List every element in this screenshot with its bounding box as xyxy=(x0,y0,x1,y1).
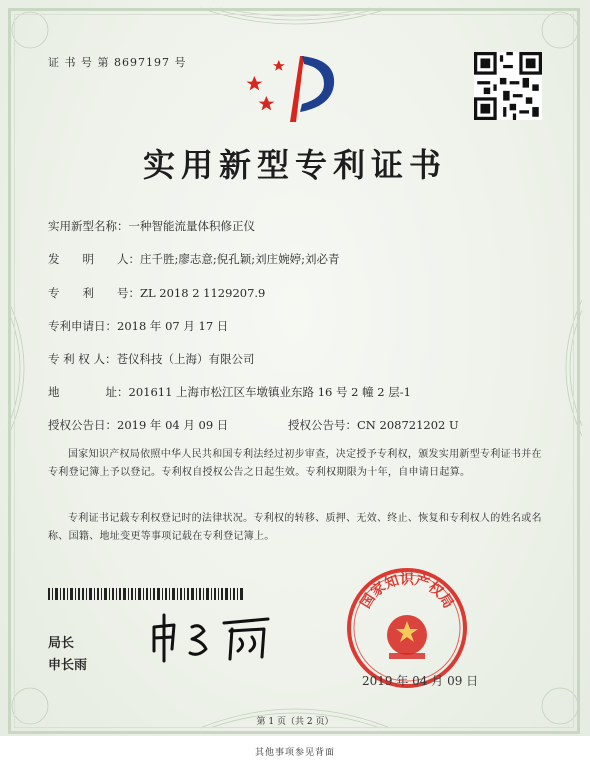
announce-date-value: 2019 年 04 月 09 日 xyxy=(117,418,229,432)
announce-date-row xyxy=(48,417,228,433)
utility-name-value: 一种智能流量体积修正仪 xyxy=(128,219,255,233)
legal-status-paragraph: 专利证书记载专利权登记时的法律状况。专利权的转移、质押、无效、终止、恢复和专利权人的姓名或名称、国籍、地址变更等事项记载在专利登记簿上。 xyxy=(48,513,542,542)
announce-number-label: 授权公告号： xyxy=(288,418,357,432)
inventor-row xyxy=(48,251,340,267)
announce-number-row xyxy=(288,417,459,433)
director-name: 申长雨 xyxy=(48,658,88,673)
address-value: 201611 上海市松江区车墩镇业东路 16 号 2 幢 2 层-1 xyxy=(128,385,411,399)
svg-text:国家知识产权局 xyxy=(357,571,456,611)
patentee-label: 专 利 权 人： xyxy=(48,352,117,366)
inventor-value: 庄千胜;廖志意;倪孔颖;刘庄婉婷;刘必青 xyxy=(140,252,340,266)
certificate-number: 证 书 号 第 8697197 号 xyxy=(48,56,187,69)
certificate-title: 实用新型专利证书 xyxy=(142,146,447,184)
director-title: 局长 xyxy=(48,636,75,651)
patent-number-row xyxy=(48,285,265,301)
filing-date-label: 专利申请日： xyxy=(48,319,117,333)
inventor-label: 发 明 人： xyxy=(48,252,140,266)
utility-name-label: 实用新型名称： xyxy=(48,219,129,233)
grant-paragraph: 国家知识产权局依照中华人民共和国专利法经过初步审查，决定授予专利权，颁发实用新型专利证书并在专利登记簿上予以登记。专利权自授权公告之日起生效。专利权期限为十年，自申请日起算。 xyxy=(48,449,542,478)
page-number: 第 1 页（共 2 页） xyxy=(256,717,334,727)
address-label: 地 址： xyxy=(48,385,129,399)
seal-text: 国家知识产权局 xyxy=(357,571,457,612)
patentee-value: 苍仪科技（上海）有限公司 xyxy=(116,352,255,366)
qr-code-icon xyxy=(474,52,542,120)
address-row xyxy=(48,384,411,400)
announce-date-label: 授权公告日： xyxy=(48,418,117,432)
director-signature xyxy=(140,605,290,665)
filing-date-row xyxy=(48,318,228,334)
filing-date-value: 2018 年 07 月 17 日 xyxy=(117,319,229,333)
patent-number-label: 专 利 号： xyxy=(48,286,140,300)
patent-number-value: ZL 2018 2 1129207.9 xyxy=(140,286,266,300)
announce-number-value: CN 208721202 U xyxy=(357,418,459,432)
patentee-row xyxy=(48,351,254,367)
barcode-icon xyxy=(48,588,244,600)
seal-date: 2019 年 04 月 09 日 xyxy=(362,674,479,688)
cnipa-logo-icon xyxy=(244,50,344,130)
utility-name-row xyxy=(48,218,255,234)
back-side-note: 其他事项参见背面 xyxy=(254,748,335,758)
